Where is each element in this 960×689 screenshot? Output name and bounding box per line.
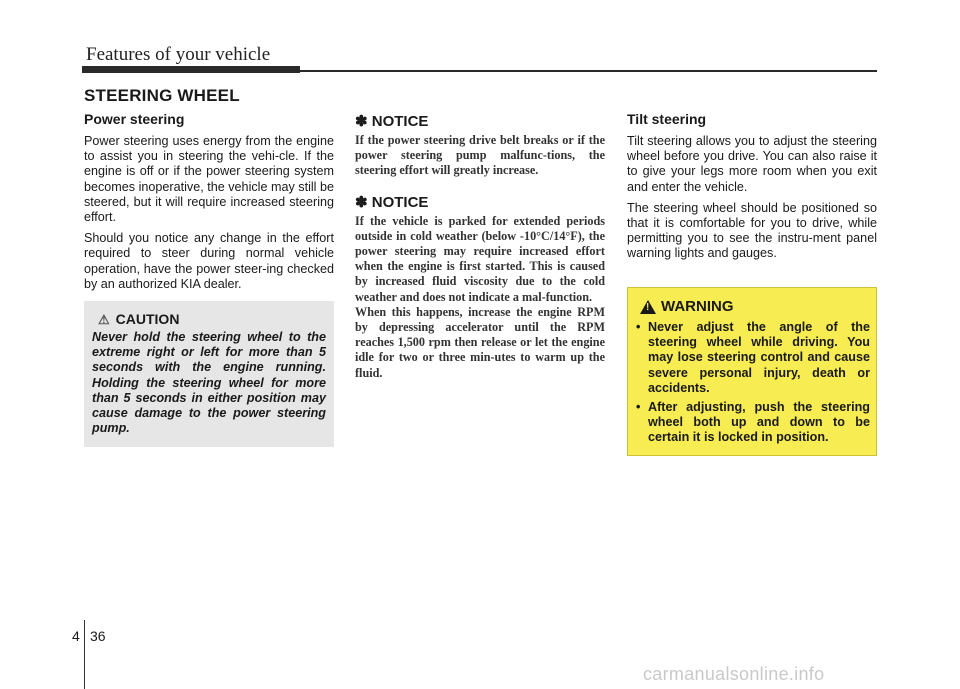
tilt-steering-paragraph-2: The steering wheel should be positioned so that it is comfortable for you to drive, while permitting you to see the instru-ment panel warning lights and gauges. <box>627 200 877 261</box>
warning-triangle-icon <box>640 300 656 314</box>
notice-star-icon: ✽ <box>355 113 368 130</box>
footer-rule <box>84 620 85 689</box>
notice-heading-label: NOTICE <box>371 193 429 211</box>
notice-heading-1 <box>355 112 605 130</box>
power-steering-paragraph-1: Power steering uses energy from the engine to assist you in steering the vehi-cle. If the engine is off or if the power steering system becomes inoperative, the vehicle may still be steered, but it will require increased steering effort. <box>84 134 334 225</box>
power-steering-heading: Power steering <box>84 111 185 127</box>
tilt-steering-heading: Tilt steering <box>627 111 707 127</box>
notice-heading-label: NOTICE <box>371 113 429 130</box>
page-number: 36 <box>90 628 106 644</box>
watermark: carmanualsonline.info <box>643 664 825 684</box>
caution-heading <box>98 311 179 328</box>
header-rule-thick <box>82 66 300 73</box>
column-tilt-steering <box>627 110 877 268</box>
power-steering-paragraph-2: Should you notice any change in the effort required to steer during normal vehicle operation, have the power steer-ing checked by an authorized KIA dealer. <box>84 231 334 291</box>
caution-heading-label: CAUTION <box>115 311 180 327</box>
warning-item: • Never adjust the angle of the steering wheel while driving. You may lose steering control and cause severe personal injury, death or accidents. <box>636 320 870 396</box>
column-power-steering <box>84 110 334 298</box>
tilt-steering-paragraph-1: Tilt steering allows you to adjust the steering wheel before you drive. You can also raise it to give your legs more room when you exit and enter the vehicle. <box>627 134 877 194</box>
header-rule-thin <box>300 70 877 72</box>
column-notices <box>355 110 605 381</box>
warning-heading <box>640 298 734 315</box>
caution-text: Never hold the steering wheel to the extreme right or left for more than 5 seconds with the engine running. Holding the steering wheel for more than 5 seconds in either position may cause damage to the power steering pump. <box>92 330 326 436</box>
warning-list <box>636 320 870 450</box>
caution-triangle-icon: ⚠ <box>98 312 110 327</box>
page-header-title: Features of your vehicle <box>86 44 271 65</box>
chapter-number: 4 <box>72 628 80 644</box>
notice-star-icon: ✽ <box>355 193 368 211</box>
caution-box <box>84 301 334 447</box>
notice-text-1: If the power steering drive belt breaks or if the power steering pump malfunc-tions, the steering effort will greatly increase. <box>355 133 605 178</box>
section-title: STEERING WHEEL <box>84 86 240 105</box>
warning-box <box>627 287 877 456</box>
notice-text-2b: When this happens, increase the engine RPM by depressing accelerator until the RPM reaches 1,500 rpm then release or let the engine idle for two or three min-utes to warm up the fluid. <box>355 304 605 380</box>
warning-heading-label: WARNING <box>661 298 734 315</box>
notice-heading-2 <box>355 193 605 211</box>
notice-text-2: If the vehicle is parked for extended periods outside in cold weather (below -10°C/14°F), the power steering may require increased effort when the engine is first started. This is caused by increased fluid viscosity due to the cold weather and does not indicate a mal-function. <box>355 213 605 304</box>
warning-item: • After adjusting, push the steering wheel both up and down to be certain it is locked in position. <box>636 400 870 446</box>
